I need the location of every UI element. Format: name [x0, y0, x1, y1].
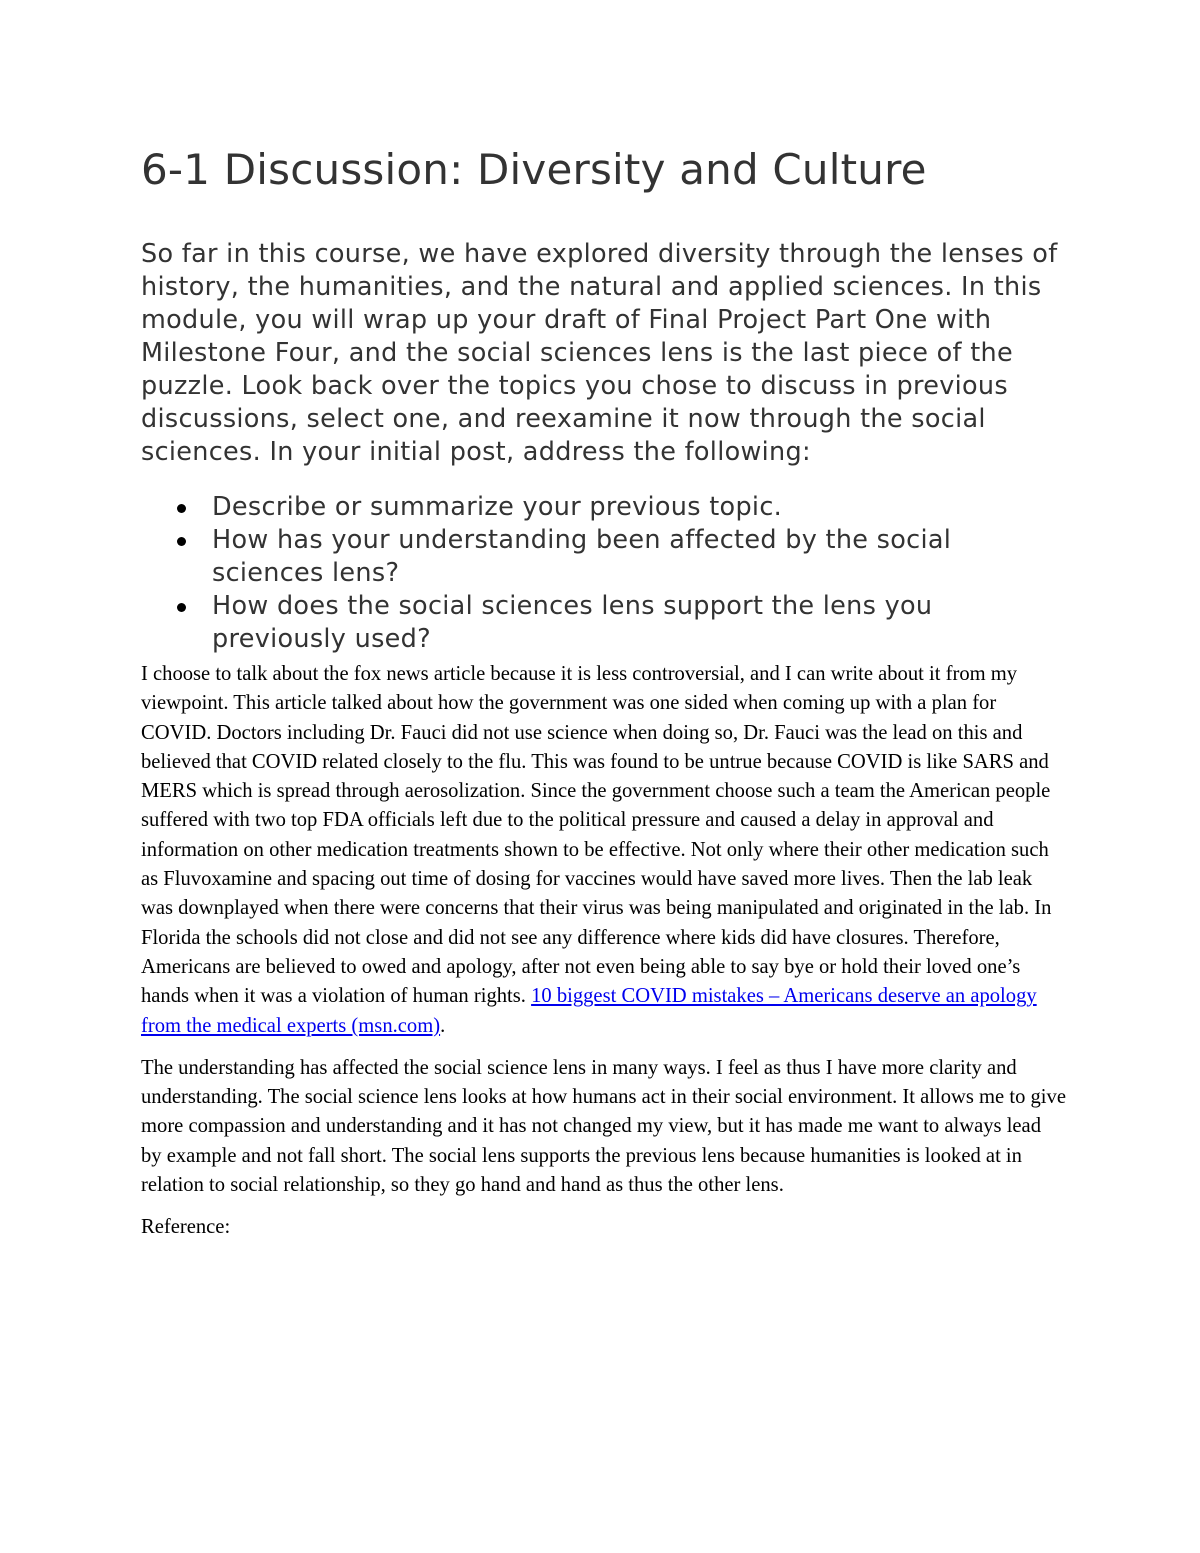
bullet-dot-icon [177, 504, 186, 513]
bullet-dot-icon [177, 603, 186, 612]
prompt-bullet-list [141, 491, 1061, 656]
bullet-item [141, 524, 1061, 590]
article-link[interactable]: 10 biggest COVID mistakes – Americans deserve an apology from the medical experts (msn.com) [141, 985, 1037, 1037]
bullet-text: Describe or summarize your previous topic. [212, 492, 783, 522]
bullet-text: How has your understanding been affected by the social sciences lens? [212, 525, 952, 588]
answer-paragraph: The understanding has affected the social science lens in many ways. I feel as thus I have more clarity and understanding. The social science lens looks at how humans act in their social environment. It allows me to give more compassion and understanding and it has not changed my view, but it has made me want to always lead by example and not fall short. The social lens supports the previous lens because humanities is looked at in relation to social relationship, so they go hand and hand as thus the other lens. [141, 1056, 1066, 1197]
bullet-item [141, 590, 1061, 656]
bullet-text: How does the social sciences lens support the lens you previously used? [212, 591, 933, 654]
document-title: 6-1 Discussion: Diversity and Culture [141, 145, 927, 194]
bullet-item [141, 491, 1061, 524]
document-page [141, 140, 1066, 1243]
link-suffix: . [440, 1014, 446, 1037]
reference-label: Reference: [141, 1216, 231, 1239]
discussion-prompt: So far in this course, we have explored diversity through the lenses of history, the humanities, and the natural and applied sciences. In this module, you will wrap up your draft of Final Project Part One with Milestone Four, and the social sciences lens is the last piece of the puzzle. Look back over the topics you chose to discuss in previous discussions, select one, and reexamine it now through the social sciences. In your initial post, address the following: [141, 239, 1058, 467]
bullet-dot-icon [177, 537, 186, 546]
answer-paragraph [141, 660, 1066, 1041]
answer-text: I choose to talk about the fox news article because it is less controversial, and I can write about it from my viewpoint. This article talked about how the government was one sided when coming up with a plan for COVID. Doctors including Dr. Fauci did not use science when doing so, Dr. Fauci was the lead on this and believed that COVID related closely to the flu. This was found to be untrue because COVID is like SARS and MERS which is spread through aerosolization. Since the government choose such a team the American people suffered with two top FDA officials left due to the political pressure and caused a delay in approval and information on other medication treatments shown to be effective. Not only where their other medication such as Fluvoxamine and spacing out time of dosing for vaccines would have saved more lives. Then the lab leak was downplayed when there were concerns that their virus was being manipulated and originated in the lab. In Florida the schools did not close and did not see any difference where kids did have closures. Therefore, Americans are believed to owed and apology, after not even being able to say bye or hold their loved one’s hands when it was a violation of human rights. [141, 663, 1052, 1008]
